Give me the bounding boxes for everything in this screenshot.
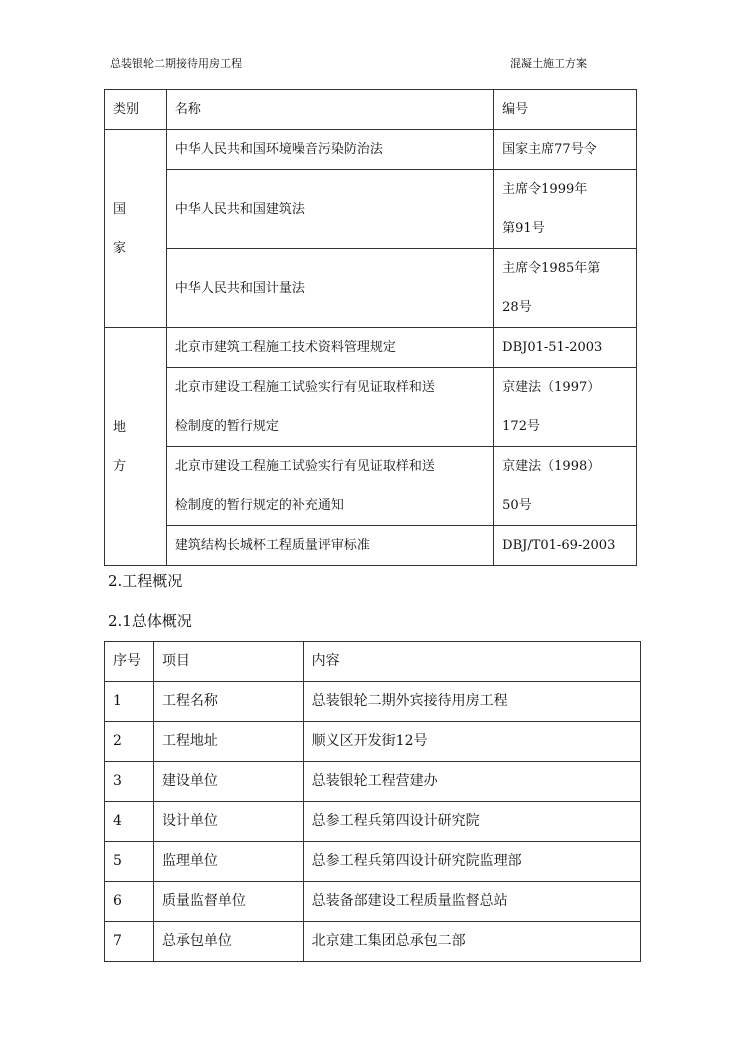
overview-table	[104, 641, 641, 962]
table-row	[105, 526, 637, 566]
header-cell: 项目	[153, 642, 303, 682]
code-line: 第91号	[502, 221, 545, 236]
header-project-name: 总装银轮二期接待用房工程	[110, 57, 242, 70]
name-line: 北京市建设工程施工试验实行有见证取样和送	[174, 459, 435, 474]
name-line: 北京市建设工程施工试验实行有见证取样和送	[174, 380, 435, 395]
content-cell: 总装银轮二期外宾接待用房工程	[303, 682, 640, 722]
header-cell: 类别	[105, 90, 167, 130]
code-line: 28号	[502, 300, 532, 315]
index-cell: 6	[105, 882, 154, 922]
code-cell	[494, 170, 637, 249]
name-line: 北京市建筑工程施工技术资料管理规定	[174, 340, 396, 355]
code-line: 国家主席77号令	[502, 142, 597, 157]
code-line: 主席令1999年	[502, 182, 588, 197]
header-cell: 内容	[303, 642, 640, 682]
name-line: 建筑结构长城杯工程质量评审标准	[174, 538, 370, 553]
table-row	[105, 882, 641, 922]
category-char: 国	[113, 201, 127, 217]
name-line: 中华人民共和国计量法	[174, 280, 305, 296]
index-cell: 3	[105, 762, 154, 802]
law-table	[104, 89, 637, 566]
header-cell: 序号	[105, 642, 154, 682]
section-heading: 2.工程概况	[108, 572, 183, 590]
item-cell: 工程地址	[153, 722, 303, 762]
header-cell: 编号	[494, 90, 637, 130]
table-header-row	[105, 642, 641, 682]
index-cell: 5	[105, 842, 154, 882]
code-cell	[494, 447, 637, 526]
content-cell: 总装银轮工程营建办	[303, 762, 640, 802]
code-cell	[494, 130, 637, 170]
table-row	[105, 842, 641, 882]
code-line: 50号	[502, 498, 532, 513]
category-cell	[105, 328, 167, 566]
code-cell	[494, 249, 637, 328]
content-cell: 总装备部建设工程质量监督总站	[303, 882, 640, 922]
table-row	[105, 328, 637, 368]
table-row	[105, 682, 641, 722]
table-row	[105, 368, 637, 447]
code-cell	[494, 328, 637, 368]
table-row	[105, 170, 637, 249]
name-line: 中华人民共和国建筑法	[174, 201, 305, 217]
name-line: 中华人民共和国环境噪音污染防治法	[174, 142, 383, 157]
code-line: 京建法（1998）	[502, 459, 601, 474]
content-cell: 总参工程兵第四设计研究院	[303, 802, 640, 842]
subsection-heading: 2.1总体概况	[108, 612, 192, 630]
category-cell	[105, 130, 167, 328]
header-cell: 名称	[166, 90, 493, 130]
category-char: 地	[113, 419, 127, 435]
table-row	[105, 249, 637, 328]
table-row	[105, 130, 637, 170]
item-cell: 监理单位	[153, 842, 303, 882]
content-cell: 总参工程兵第四设计研究院监理部	[303, 842, 640, 882]
code-line: DBJ/T01-69-2003	[502, 538, 616, 553]
index-cell: 7	[105, 922, 154, 962]
name-line: 检制度的暂行规定的补充通知	[174, 498, 344, 513]
name-line: 检制度的暂行规定	[174, 419, 279, 434]
table-row	[105, 722, 641, 762]
table-row	[105, 447, 637, 526]
item-cell: 工程名称	[153, 682, 303, 722]
item-cell: 质量监督单位	[153, 882, 303, 922]
code-line: 172号	[502, 419, 540, 434]
header-document-title: 混凝土施工方案	[510, 57, 587, 70]
category-char: 家	[113, 240, 127, 256]
table-header-row	[105, 90, 637, 130]
name-cell	[166, 249, 493, 328]
index-cell: 1	[105, 682, 154, 722]
name-cell	[166, 130, 493, 170]
name-cell	[166, 368, 493, 447]
index-cell: 4	[105, 802, 154, 842]
code-line: 京建法（1997）	[502, 380, 601, 395]
name-cell	[166, 170, 493, 249]
name-cell	[166, 328, 493, 368]
name-cell	[166, 526, 493, 566]
code-cell	[494, 526, 637, 566]
table-row	[105, 802, 641, 842]
code-cell	[494, 368, 637, 447]
name-cell	[166, 447, 493, 526]
category-char: 方	[113, 458, 127, 474]
content-cell: 顺义区开发街12号	[303, 722, 640, 762]
index-cell: 2	[105, 722, 154, 762]
code-line: DBJ01-51-2003	[502, 340, 603, 355]
table-row	[105, 922, 641, 962]
code-line: 主席令1985年第	[502, 261, 601, 276]
table-row	[105, 762, 641, 802]
item-cell: 建设单位	[153, 762, 303, 802]
content-cell: 北京建工集团总承包二部	[303, 922, 640, 962]
item-cell: 总承包单位	[153, 922, 303, 962]
item-cell: 设计单位	[153, 802, 303, 842]
